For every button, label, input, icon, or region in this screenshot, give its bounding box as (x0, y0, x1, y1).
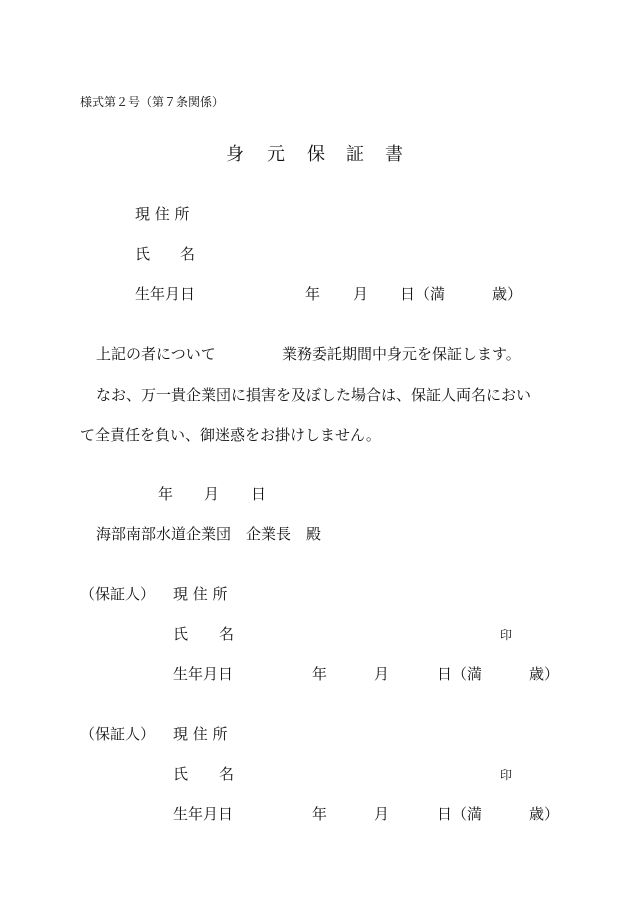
guarantor-2-age: 歳） (529, 805, 560, 823)
date-month: 月 (204, 485, 220, 503)
guarantor-1-age: 歳） (529, 665, 560, 683)
guarantor-1-role: （保証人） (80, 585, 156, 603)
form-number: 様式第２号（第７条関係） (80, 95, 225, 109)
subject-age: 歳） (492, 285, 523, 303)
guarantor-2-address-label: 現 住 所 (173, 725, 228, 743)
addressee: 海部南部水道企業団 企業長 殿 (96, 525, 322, 543)
subject-name-label-1: 氏 (135, 245, 151, 263)
guarantor-2-birth-day: 日（満 (437, 805, 483, 823)
guarantor-2-birth-label: 生年月日 (173, 805, 234, 823)
guarantor-2-seal: 印 (500, 768, 513, 782)
title-char-2: 元 (267, 144, 285, 165)
subject-name-label-2: 名 (180, 245, 196, 263)
title-char-3: 保 (307, 144, 325, 165)
date-day: 日 (251, 485, 267, 503)
subject-address-label: 現 住 所 (135, 205, 190, 223)
body-line-1a: 上記の者について (96, 345, 216, 363)
guarantor-2-birth-month: 月 (374, 805, 390, 823)
body-line-2: なお、万一貴企業団に損害を及ぼした場合は、保証人両名におい (96, 386, 532, 404)
body-line-3: て全責任を負い、御迷惑をお掛けしません。 (80, 426, 381, 444)
body-line-1b: 業務委託期間中身元を保証します。 (282, 345, 521, 363)
guarantor-2-role: （保証人） (80, 725, 156, 743)
subject-birth-label: 生年月日 (135, 285, 196, 303)
title-char-5: 書 (385, 144, 403, 165)
guarantor-2-birth-year: 年 (312, 805, 328, 823)
guarantor-1-name-label-1: 氏 (173, 625, 189, 643)
guarantor-2-name-label-1: 氏 (173, 765, 189, 783)
guarantor-1-address-label: 現 住 所 (173, 585, 228, 603)
date-year: 年 (158, 485, 174, 503)
guarantor-1-seal: 印 (500, 628, 513, 642)
guarantor-2-name-label-2: 名 (219, 765, 235, 783)
subject-birth-month: 月 (353, 285, 369, 303)
title-char-1: 身 (226, 144, 244, 165)
title-char-4: 証 (346, 144, 364, 165)
guarantor-1-birth-day: 日（満 (437, 665, 483, 683)
guarantor-1-name-label-2: 名 (219, 625, 235, 643)
subject-birth-year: 年 (305, 285, 321, 303)
guarantor-1-birth-label: 生年月日 (173, 665, 234, 683)
guarantor-1-birth-month: 月 (374, 665, 390, 683)
subject-birth-day: 日（満 (400, 285, 446, 303)
guarantor-1-birth-year: 年 (312, 665, 328, 683)
